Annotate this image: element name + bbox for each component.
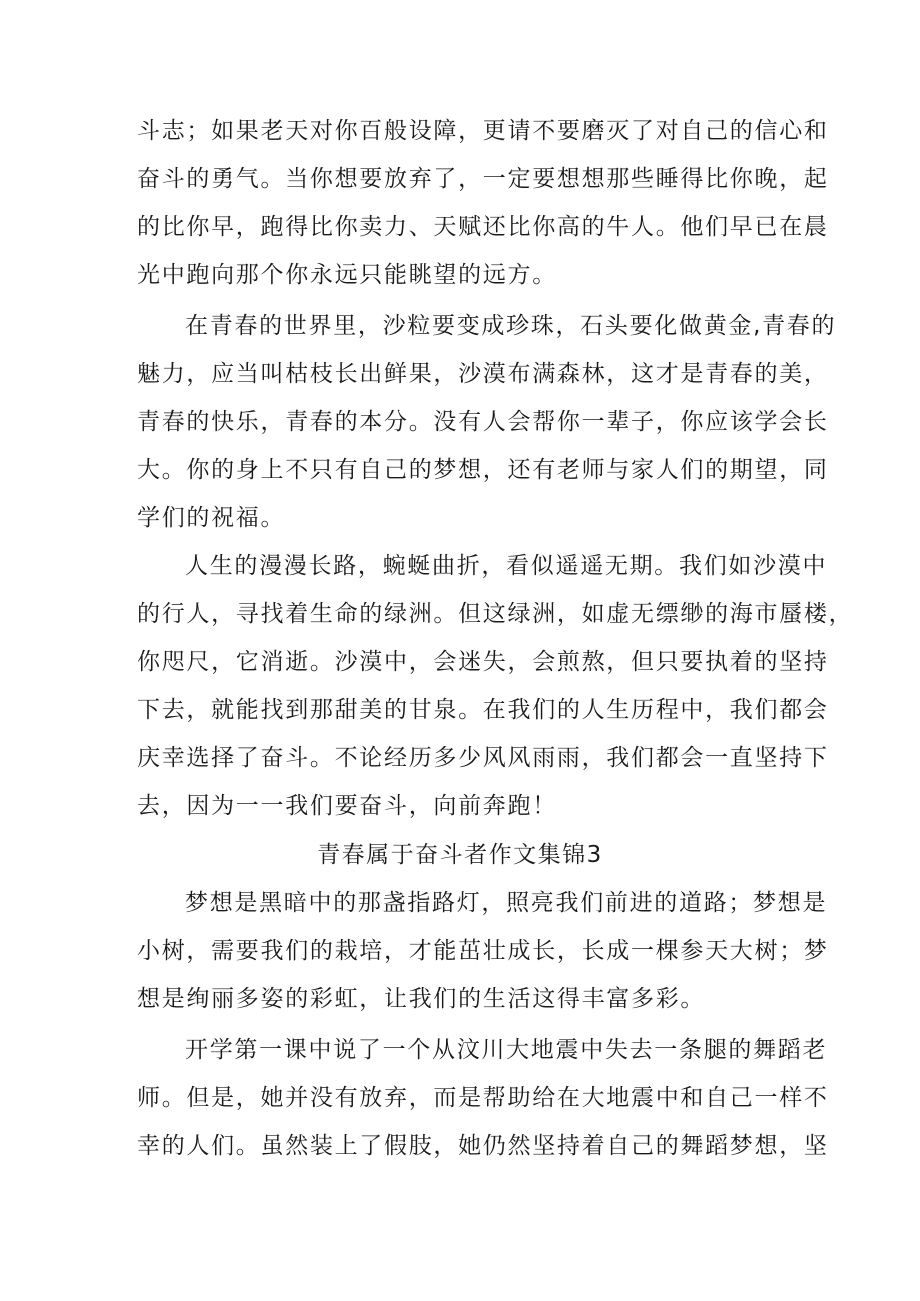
text-line: 小树，需要我们的栽培，才能茁壮成长，长成一棵参天大树；梦 <box>137 938 829 964</box>
paragraph-first-line: 人生的漫漫长路，蜿蜒曲折，看似遥遥无期。我们如沙漠中 <box>185 553 828 579</box>
text-line: 奋斗的勇气。当你想要放弃了，一定要想想那些睡得比你晚，起 <box>137 166 829 192</box>
paragraph-first-line: 在青春的世界里，沙粒要变成珍珠，石头要化做黄金,青春的 <box>185 313 837 339</box>
text-line: 大。你的身上不只有自己的梦想，还有老师与家人们的期望，同 <box>137 457 829 483</box>
text-line: 学们的祝福。 <box>137 505 286 531</box>
text-line: 你咫尺，它消逝。沙漠中，会迷失，会煎熬，但只要执着的坚持 <box>137 649 829 675</box>
text-line: 想是绚丽多姿的彩虹，让我们的生活这得丰富多彩。 <box>137 986 706 1012</box>
text-line: 去，因为一一我们要奋斗，向前奔跑！ <box>137 793 557 819</box>
text-line: 师。但是，她并没有放弃，而是帮助给在大地震中和自己一样不 <box>137 1085 829 1111</box>
text-line: 青春的快乐，青春的本分。没有人会帮你一辈子，你应该学会长 <box>137 409 829 435</box>
text-line: 幸的人们。虽然装上了假肢，她仍然坚持着自己的舞蹈梦想，坚 <box>137 1133 829 1159</box>
paragraph-first-line: 开学第一课中说了一个从汶川大地震中失去一条腿的舞蹈老 <box>185 1037 828 1063</box>
text-line: 魅力，应当叫枯枝长出鲜果，沙漠布满森林，这才是青春的美， <box>137 361 829 387</box>
text-line: 下去，就能找到那甜美的甘泉。在我们的人生历程中，我们都会 <box>137 697 829 723</box>
text-line: 庆幸选择了奋斗。不论经历多少风风雨雨，我们都会一直坚持下 <box>137 745 829 771</box>
text-line: 的行人，寻找着生命的绿洲。但这绿洲，如虚无缥缈的海市蜃楼， <box>137 601 854 627</box>
text-line: 的比你早，跑得比你卖力、天赋还比你高的牛人。他们早已在晨 <box>137 214 829 240</box>
text-line: 斗志；如果老天对你百般设障，更请不要磨灭了对自己的信心和 <box>137 118 829 144</box>
text-line: 光中跑向那个你永远只能眺望的远方。 <box>137 262 557 288</box>
paragraph-first-line: 梦想是黑暗中的那盏指路灯，照亮我们前进的道路；梦想是 <box>185 890 828 916</box>
section-heading: 青春属于奋斗者作文集锦3 <box>317 842 603 868</box>
